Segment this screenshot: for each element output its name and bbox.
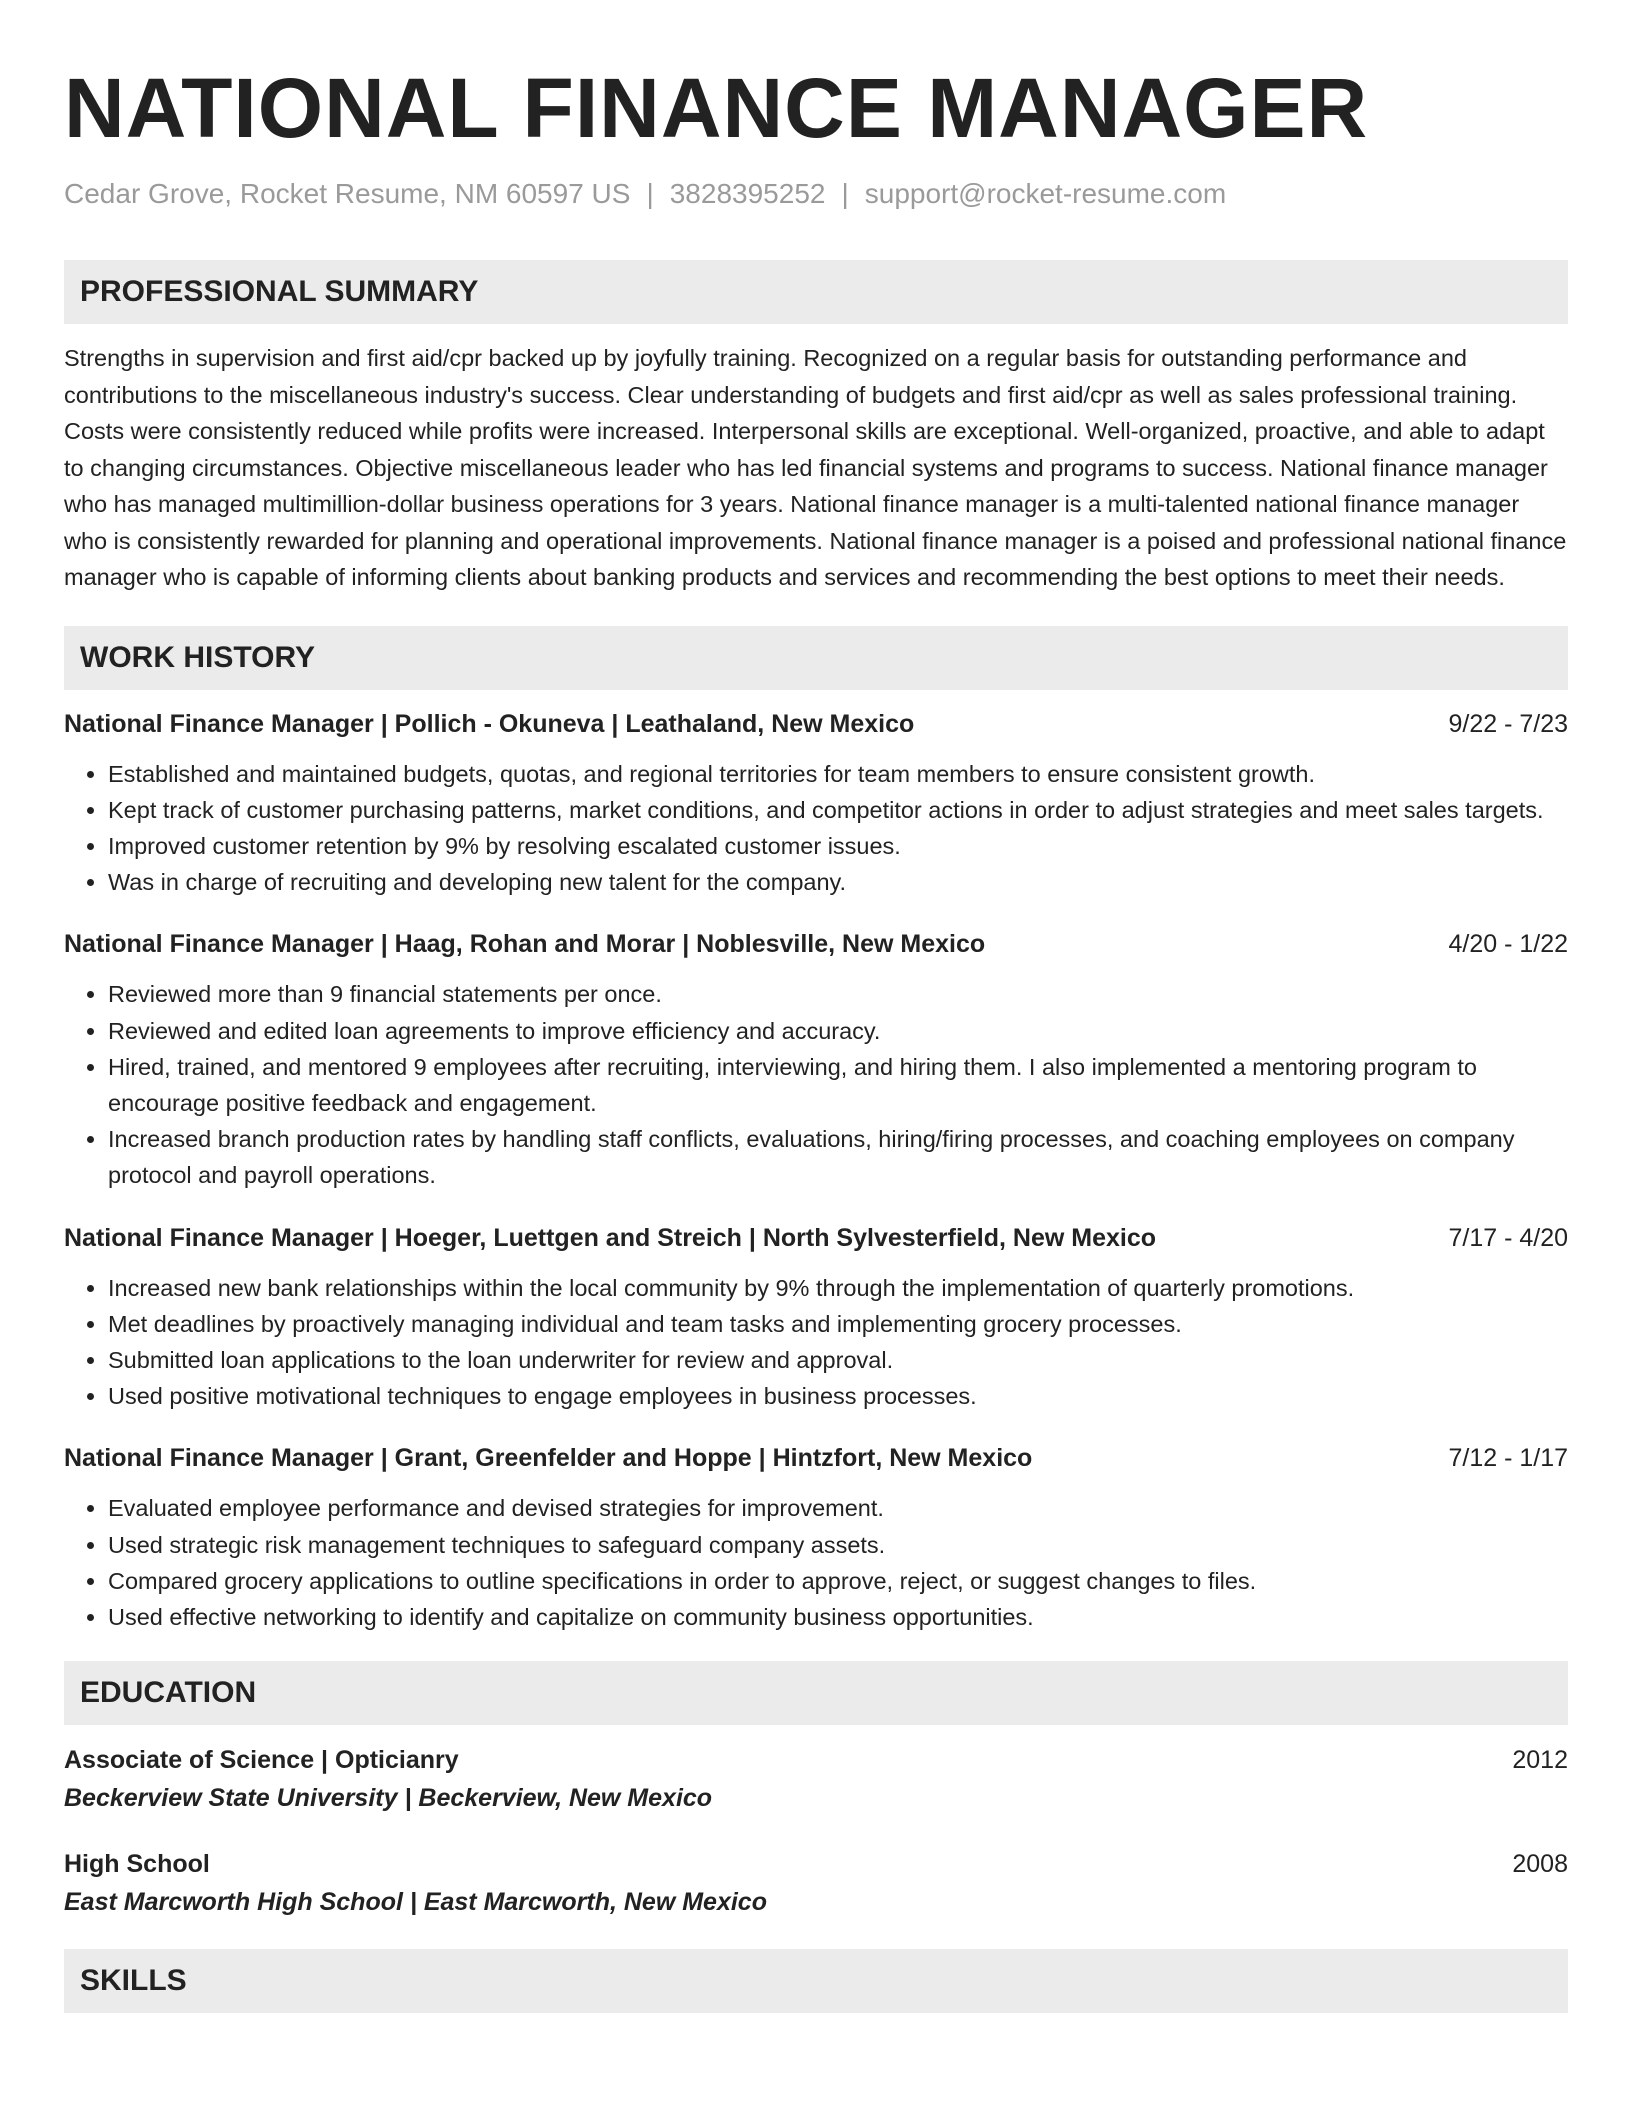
contact-separator: | <box>646 178 654 209</box>
work-history <box>64 706 1568 1636</box>
job-heading-row <box>64 1220 1568 1256</box>
job-bullets <box>64 756 1568 901</box>
job-bullet: • Used strategic risk management techniques to safeguard company assets. <box>108 1527 1568 1563</box>
job-dates: 7/17 - 4/20 <box>1448 1223 1568 1252</box>
job-bullet: • Compared grocery applications to outline specifications in order to approve, reject, or suggest changes to files. <box>108 1563 1568 1599</box>
job-heading-row <box>64 1440 1568 1476</box>
education-school: East Marcworth High School | East Marcworth, New Mexico <box>64 1888 767 1917</box>
job-dates: 9/22 - 7/23 <box>1448 709 1568 738</box>
job-bullet: • Kept track of customer purchasing patterns, market conditions, and competitor actions in order to adjust strategies and meet sales targets. <box>108 792 1568 828</box>
job-title: National Finance Manager | Hoeger, Luettgen and Streich | North Sylvesterfield, New Mexico <box>64 1223 1157 1252</box>
job-dates: 7/12 - 1/17 <box>1448 1444 1568 1473</box>
job-entry <box>64 926 1568 1193</box>
education-entry <box>64 1845 1568 1921</box>
job-title: National Finance Manager | Pollich - Okuneva | Leathaland, New Mexico <box>64 709 915 738</box>
job-entry <box>64 1220 1568 1415</box>
job-bullet: • Reviewed more than 9 financial statements per once. <box>108 976 1568 1012</box>
job-bullets <box>64 976 1568 1193</box>
resume-name: NATIONAL FINANCE MANAGER <box>64 61 1369 155</box>
job-bullet: • Evaluated employee performance and devised strategies for improvement. <box>108 1490 1568 1526</box>
education-school: Beckerview State University | Beckerview, New Mexico <box>64 1784 713 1813</box>
contact-line <box>64 178 1568 210</box>
job-heading-row <box>64 706 1568 742</box>
job-bullet: • Was in charge of recruiting and developing new talent for the company. <box>108 864 1568 900</box>
job-title: National Finance Manager | Grant, Greenfelder and Hoppe | Hintzfort, New Mexico <box>64 1444 1033 1473</box>
job-bullet: • Increased branch production rates by handling staff conflicts, evaluations, hiring/firing processes, and coaching employees on company protocol and payroll operations. <box>108 1121 1568 1193</box>
summary-text: Strengths in supervision and first aid/cpr backed up by joyfully training. Recognized on a regular basis for outstanding performance and contributions to the miscellaneous industry's success. Clear understanding of budgets and first aid/cpr as well as sales professional training. Costs were consistently reduced while profits were increased. Interpersonal skills are exceptional. Well-organized, proactive, and able to adapt to changing circumstances. Objective miscellaneous leader who has led financial systems and programs to success. National finance manager who has managed multimillion-dollar business operations for 3 years. National finance manager is a multi-talented national finance manager who is consistently rewarded for planning and operational improvements. National finance manager is a poised and professional national finance manager who is capable of informing clients about banking products and services and recommending the best options to meet their needs. <box>64 345 1567 590</box>
job-bullet: • Used effective networking to identify and capitalize on community business opportunities. <box>108 1599 1568 1635</box>
section-header-work-history: WORK HISTORY <box>64 626 1568 690</box>
education-year: 2008 <box>1512 1850 1568 1879</box>
contact-separator: | <box>841 178 849 209</box>
education-entry <box>64 1741 1568 1817</box>
education-heading-row <box>64 1845 1568 1883</box>
job-bullet: • Increased new bank relationships within the local community by 9% through the implementation of quarterly promotions. <box>108 1270 1568 1306</box>
section-header-skills: SKILLS <box>64 1949 1568 2013</box>
job-bullet: • Hired, trained, and mentored 9 employees after recruiting, interviewing, and hiring them. I also implemented a mentoring program to encourage positive feedback and engagement. <box>108 1049 1568 1121</box>
job-dates: 4/20 - 1/22 <box>1448 930 1568 959</box>
job-bullet: • Used positive motivational techniques to engage employees in business processes. <box>108 1378 1568 1414</box>
job-entry <box>64 1440 1568 1635</box>
job-bullet: • Improved customer retention by 9% by resolving escalated customer issues. <box>108 828 1568 864</box>
section-header-education: EDUCATION <box>64 1661 1568 1725</box>
education-heading-row <box>64 1741 1568 1779</box>
contact-phone: 3828395252 <box>669 178 826 209</box>
job-bullet: • Submitted loan applications to the loan underwriter for review and approval. <box>108 1342 1568 1378</box>
job-bullets <box>64 1490 1568 1635</box>
job-bullet: • Met deadlines by proactively managing individual and team tasks and implementing grocery processes. <box>108 1306 1568 1342</box>
job-bullet: • Established and maintained budgets, quotas, and regional territories for team members to ensure consistent growth. <box>108 756 1568 792</box>
section-header-summary: PROFESSIONAL SUMMARY <box>64 260 1568 324</box>
job-entry <box>64 706 1568 901</box>
contact-address: Cedar Grove, Rocket Resume, NM 60597 US <box>64 178 631 209</box>
education-degree: High School <box>64 1850 210 1879</box>
job-bullet: • Reviewed and edited loan agreements to improve efficiency and accuracy. <box>108 1013 1568 1049</box>
job-heading-row <box>64 926 1568 962</box>
job-title: National Finance Manager | Haag, Rohan and Morar | Noblesville, New Mexico <box>64 930 986 959</box>
education-degree: Associate of Science | Opticianry <box>64 1746 459 1775</box>
education-year: 2012 <box>1512 1746 1568 1775</box>
contact-email: support@rocket-resume.com <box>864 178 1227 209</box>
job-bullets <box>64 1270 1568 1415</box>
